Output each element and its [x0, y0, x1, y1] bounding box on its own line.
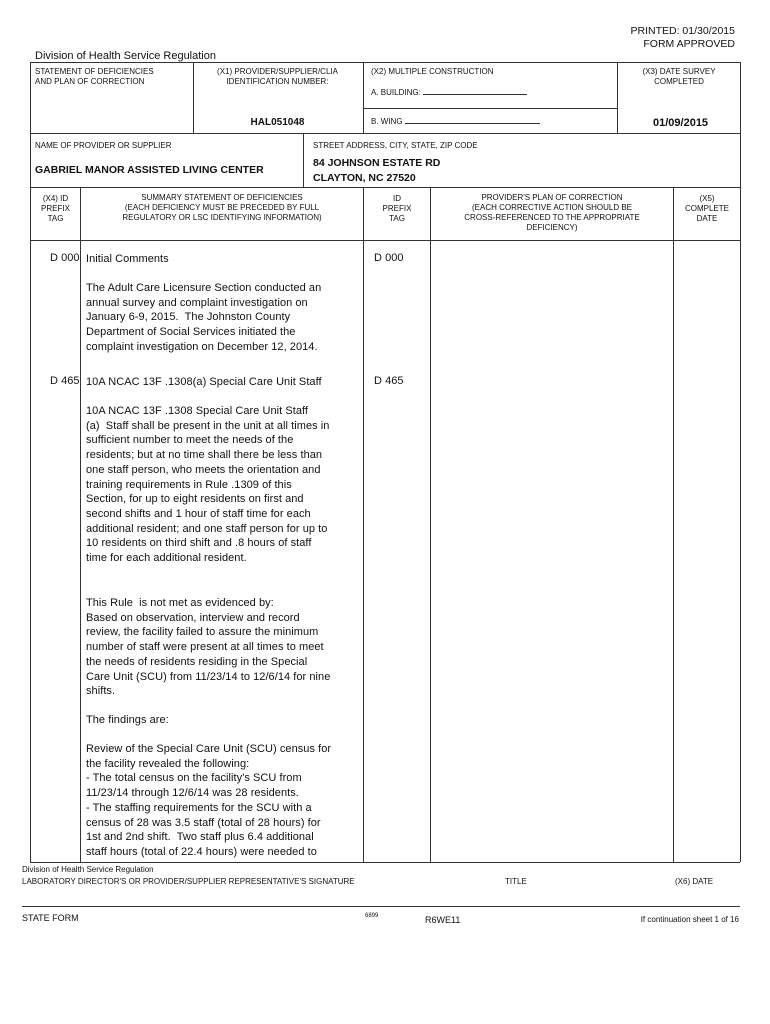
provider-name-label: NAME OF PROVIDER OR SUPPLIER [35, 141, 172, 150]
tag-right-d465: D 465 [374, 375, 404, 387]
paragraph-census: Review of the Special Care Unit (SCU) census for the facility revealed the following: - The total census on the facility's SCU from 11/23/14 through 12/6/14 was 28 residents. - The staffing requirements for the SCU with a census of 28 was 3.5 staff (total of 28 hours) for 1st and 2nd shift. Two staff plus 6.4 additional staff hours (total of 22.4 hours) were needed to [86, 743, 332, 858]
plan-header: PROVIDER'S PLAN OF CORRECTION (EACH CORRECTIVE ACTION SHOULD BE CROSS-REFERENCED TO THE APPROPRIATE DEFICIENCY) [464, 193, 640, 232]
x3-label: (X3) DATE SURVEY COMPLETED [642, 67, 716, 86]
entry-title-initial: Initial Comments [86, 253, 169, 265]
x1-label: (X1) PROVIDER/SUPPLIER/CLIA IDENTIFICATION NUMBER: [217, 67, 338, 86]
paragraph-rule-text: 10A NCAC 13F .1308 Special Care Unit Staff (a) Staff shall be present in the unit at all times in sufficient number to meet the needs of the residents; but at no time shall there be less than one staff person, who meets the orientation and training requirements in Rule .1309 of this Section, for up to eight residents on first and second shifts and 1 hour of staff time for each additional resident; and one staff person for up to 10 residents on third shift and .8 hours of staff time for each additional resident. [86, 405, 330, 565]
tag-left-d465: D 465 [50, 375, 80, 387]
building-blank [423, 85, 527, 95]
x2-wing: B. WING [371, 114, 540, 127]
event-id: R6WE11 [425, 915, 461, 925]
continuation-sheet: If continuation sheet 1 of 16 [640, 915, 739, 924]
paragraph-findings: The findings are: [86, 714, 169, 726]
provider-name: GABRIEL MANOR ASSISTED LIVING CENTER [35, 164, 264, 176]
state-form-label: STATE FORM [22, 913, 79, 923]
paragraph-evidence: This Rule is not met as evidenced by: Based on observation, interview and record review, the facility failed to assure the minimum number of staff were present at all times to meet the needs of residents residing in the Special Care Unit (SCU) from 11/23/14 to 12/6/14 for nine shifts. [86, 597, 331, 698]
provider-address: 84 JOHNSON ESTATE RD CLAYTON, NC 27520 [313, 157, 441, 184]
printed-text: PRINTED: 01/30/2015 [630, 25, 735, 37]
x5-header: (X5) COMPLETE DATE [684, 194, 729, 223]
paragraph-initial: The Adult Care Licensure Section conducted an annual survey and complaint investigation on January 6-9, 2015. The Johnston County Department of Social Services initiated the complaint investigation on December 12, 2014. [86, 282, 322, 353]
x4-header: (X4) ID PREFIX TAG [41, 194, 70, 223]
x6-date-label: (X6) DATE [675, 877, 714, 886]
tag-left-d000: D 000 [50, 252, 80, 264]
address-label: STREET ADDRESS, CITY, STATE, ZIP CODE [313, 141, 478, 150]
wing-blank [405, 114, 540, 124]
x1-value: HAL051048 [250, 117, 305, 128]
x3-value: 01/09/2015 [653, 117, 709, 129]
signature-label: LABORATORY DIRECTOR'S OR PROVIDER/SUPPLIER REPRESENTATIVE'S SIGNATURE [22, 877, 355, 886]
x2-label: (X2) MULTIPLE CONSTRUCTION [371, 67, 494, 76]
entry-title-d465: 10A NCAC 13F .1308(a) Special Care Unit Staff [86, 376, 322, 388]
id-header: ID PREFIX TAG [382, 194, 412, 223]
tag-right-d000: D 000 [374, 252, 404, 264]
summary-header: SUMMARY STATEMENT OF DEFICIENCIES (EACH DEFICIENCY MUST BE PRECEDED BY FULL REGULATORY OR LSC IDENTIFYING INFORMATION) [122, 193, 322, 222]
agency-title: Division of Health Service Regulation [35, 50, 216, 62]
title-label: TITLE [505, 877, 527, 886]
form-approved-text: FORM APPROVED [643, 38, 735, 50]
form-number: 6899 [365, 913, 379, 919]
footer-agency: Division of Health Service Regulation [22, 865, 154, 874]
printed-date [631, 25, 735, 51]
statement-label: STATEMENT OF DEFICIENCIES AND PLAN OF CORRECTION [35, 67, 154, 86]
x2-building: A. BUILDING: [371, 85, 527, 98]
